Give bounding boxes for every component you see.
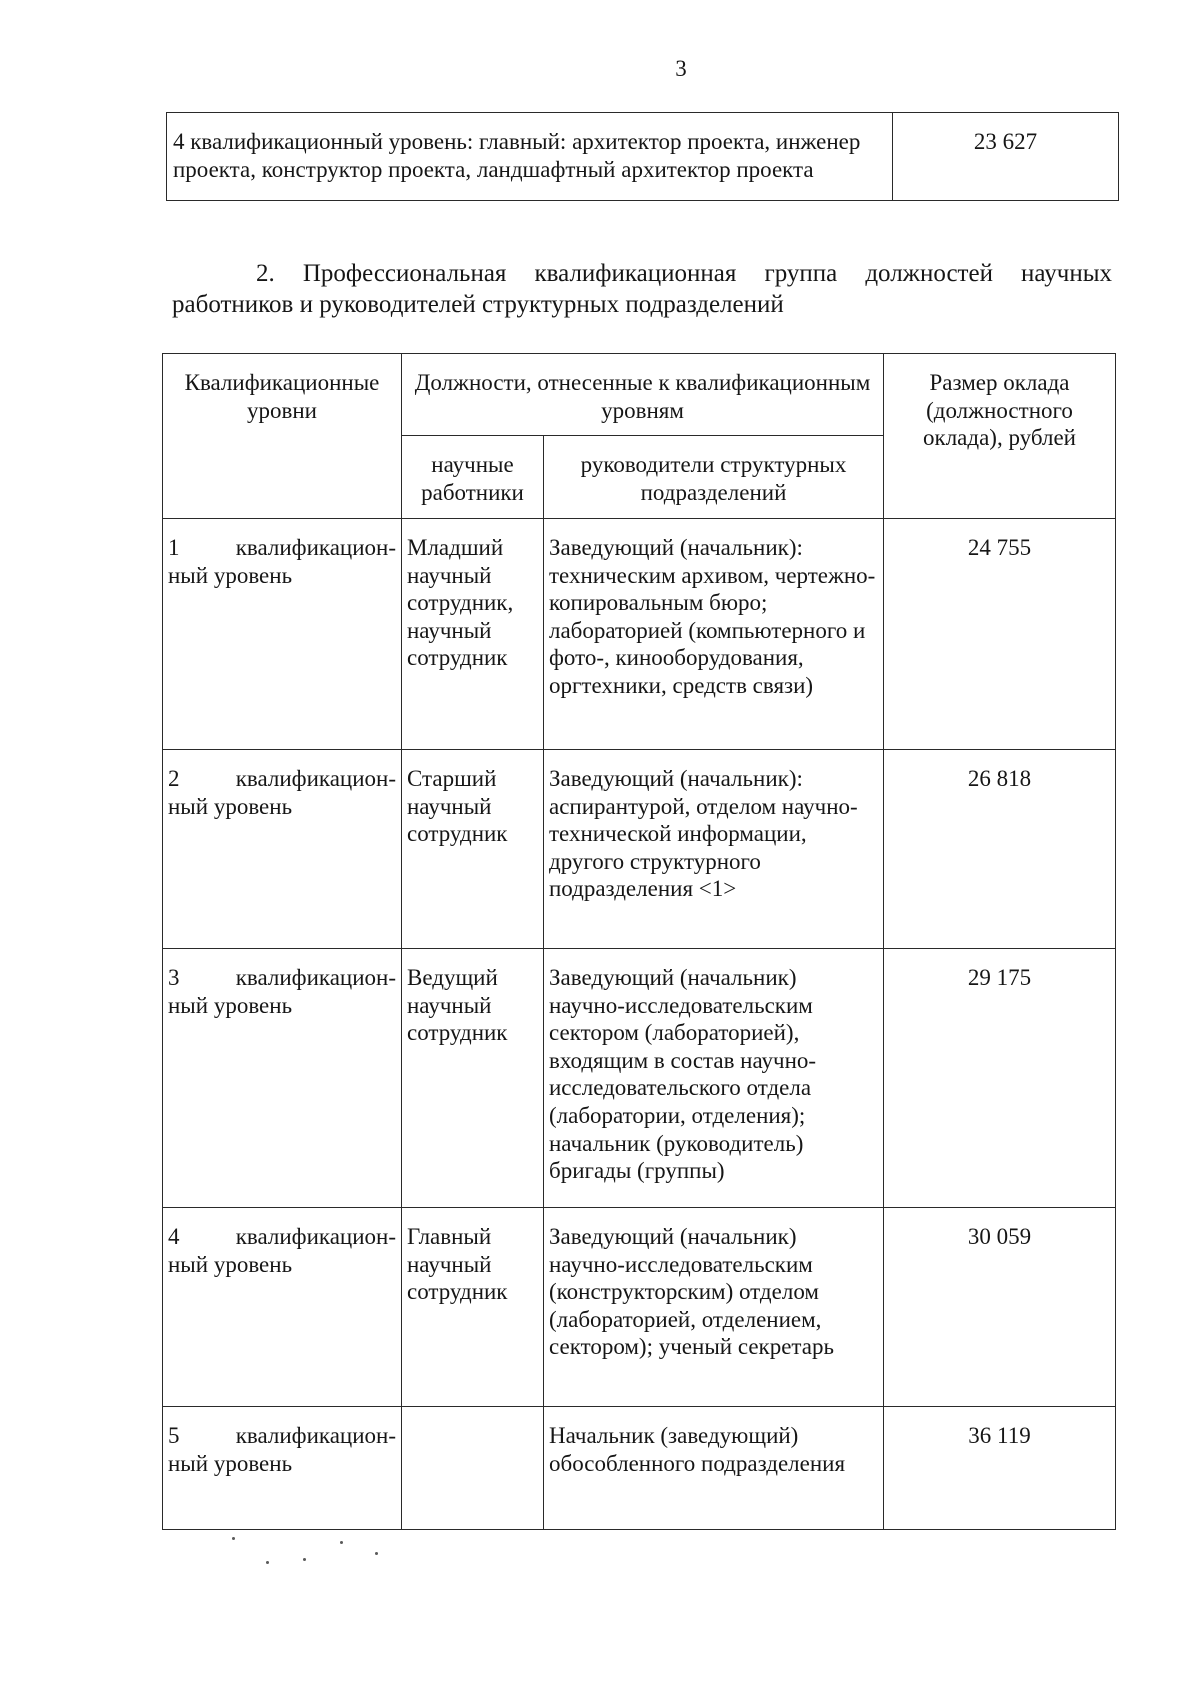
- page-number: 3: [675, 56, 687, 81]
- header-scientists: научные работники: [402, 436, 544, 519]
- scientists-cell: Ведущий научный сотрудник: [402, 949, 544, 1208]
- heads-cell: Заведующий (начальник) научно-исследовательским сектором (лабораторией), входящим в состав научно-исследовательского отдела (лаборатории, отделения); начальник (руководитель) бригады (группы): [544, 949, 884, 1208]
- scientists-cell: [402, 1407, 544, 1530]
- level-number: 5: [168, 1423, 180, 1448]
- scan-speck: [303, 1558, 306, 1561]
- salary-cell: 26 818: [884, 750, 1116, 949]
- level-text: квалификацион-ный уровень: [168, 1224, 396, 1277]
- table-row: [163, 949, 1116, 1208]
- salary-cell: 24 755: [884, 519, 1116, 750]
- heads-cell: Начальник (заведующий) обособленного подразделения: [544, 1407, 884, 1530]
- level-number: 2: [168, 766, 180, 791]
- heads-cell: Заведующий (начальник): техническим архивом, чертежно-копировальным бюро; лабораторией (компьютерного и фото-, кинооборудования, оргтехники, средств связи): [544, 519, 884, 750]
- table-row: [163, 1407, 1116, 1530]
- scan-speck: [232, 1537, 235, 1540]
- level-text: квалификацион-ный уровень: [168, 1423, 396, 1476]
- scientists-cell: Старший научный сотрудник: [402, 750, 544, 949]
- qualification-table: [162, 353, 1116, 1530]
- level-number: 3: [168, 965, 180, 990]
- salary-cell: 30 059: [884, 1208, 1116, 1407]
- section-number: 2.: [256, 260, 275, 287]
- heads-cell: Заведующий (начальник) научно-исследовательским (конструкторским) отделом (лабораторией, отделением, сектором); ученый секретарь: [544, 1208, 884, 1407]
- scientists-cell: Главный научный сотрудник: [402, 1208, 544, 1407]
- level-number: 1: [168, 535, 180, 560]
- scan-speck: [375, 1552, 378, 1555]
- level-cell: [163, 750, 402, 949]
- header-heads: руководители структурных подразделений: [544, 436, 884, 519]
- table-row: [167, 113, 1119, 201]
- level-cell: [163, 1407, 402, 1530]
- level-number: 4: [168, 1224, 180, 1249]
- level-cell: [163, 949, 402, 1208]
- section-heading: [172, 258, 1112, 321]
- salary-cell: 23 627: [893, 113, 1119, 201]
- level-cell: [163, 1208, 402, 1407]
- section-title: Профессиональная квалификационная группа должностей научных работников и руководителей структурных подразделений: [172, 260, 1112, 319]
- level-text: квалификацион-ный уровень: [168, 766, 396, 819]
- table-header-row: [163, 354, 1116, 436]
- salary-cell: 36 119: [884, 1407, 1116, 1530]
- header-salary: Размер оклада (должностного оклада), рублей: [884, 354, 1116, 519]
- level-text: квалификацион-ный уровень: [168, 535, 396, 588]
- level-text: квалификацион-ный уровень: [168, 965, 396, 1018]
- table-row: [163, 519, 1116, 750]
- scan-speck: [266, 1561, 269, 1564]
- heads-cell: Заведующий (начальник): аспирантурой, отделом научно-технической информации, другого структурного подразделения <1>: [544, 750, 884, 949]
- level-description-cell: 4 квалификационный уровень: главный: архитектор проекта, инженер проекта, конструктор проекта, ландшафтный архитектор проекта: [167, 113, 893, 201]
- table-row: [163, 750, 1116, 949]
- header-positions: Должности, отнесенные к квалификационным уровням: [402, 354, 884, 436]
- salary-cell: 29 175: [884, 949, 1116, 1208]
- top-table: [166, 112, 1119, 201]
- scientists-cell: Младший научный сотрудник, научный сотрудник: [402, 519, 544, 750]
- level-cell: [163, 519, 402, 750]
- header-levels: Квалификационные уровни: [163, 354, 402, 519]
- table-row: [163, 1208, 1116, 1407]
- scan-speck: [340, 1541, 343, 1544]
